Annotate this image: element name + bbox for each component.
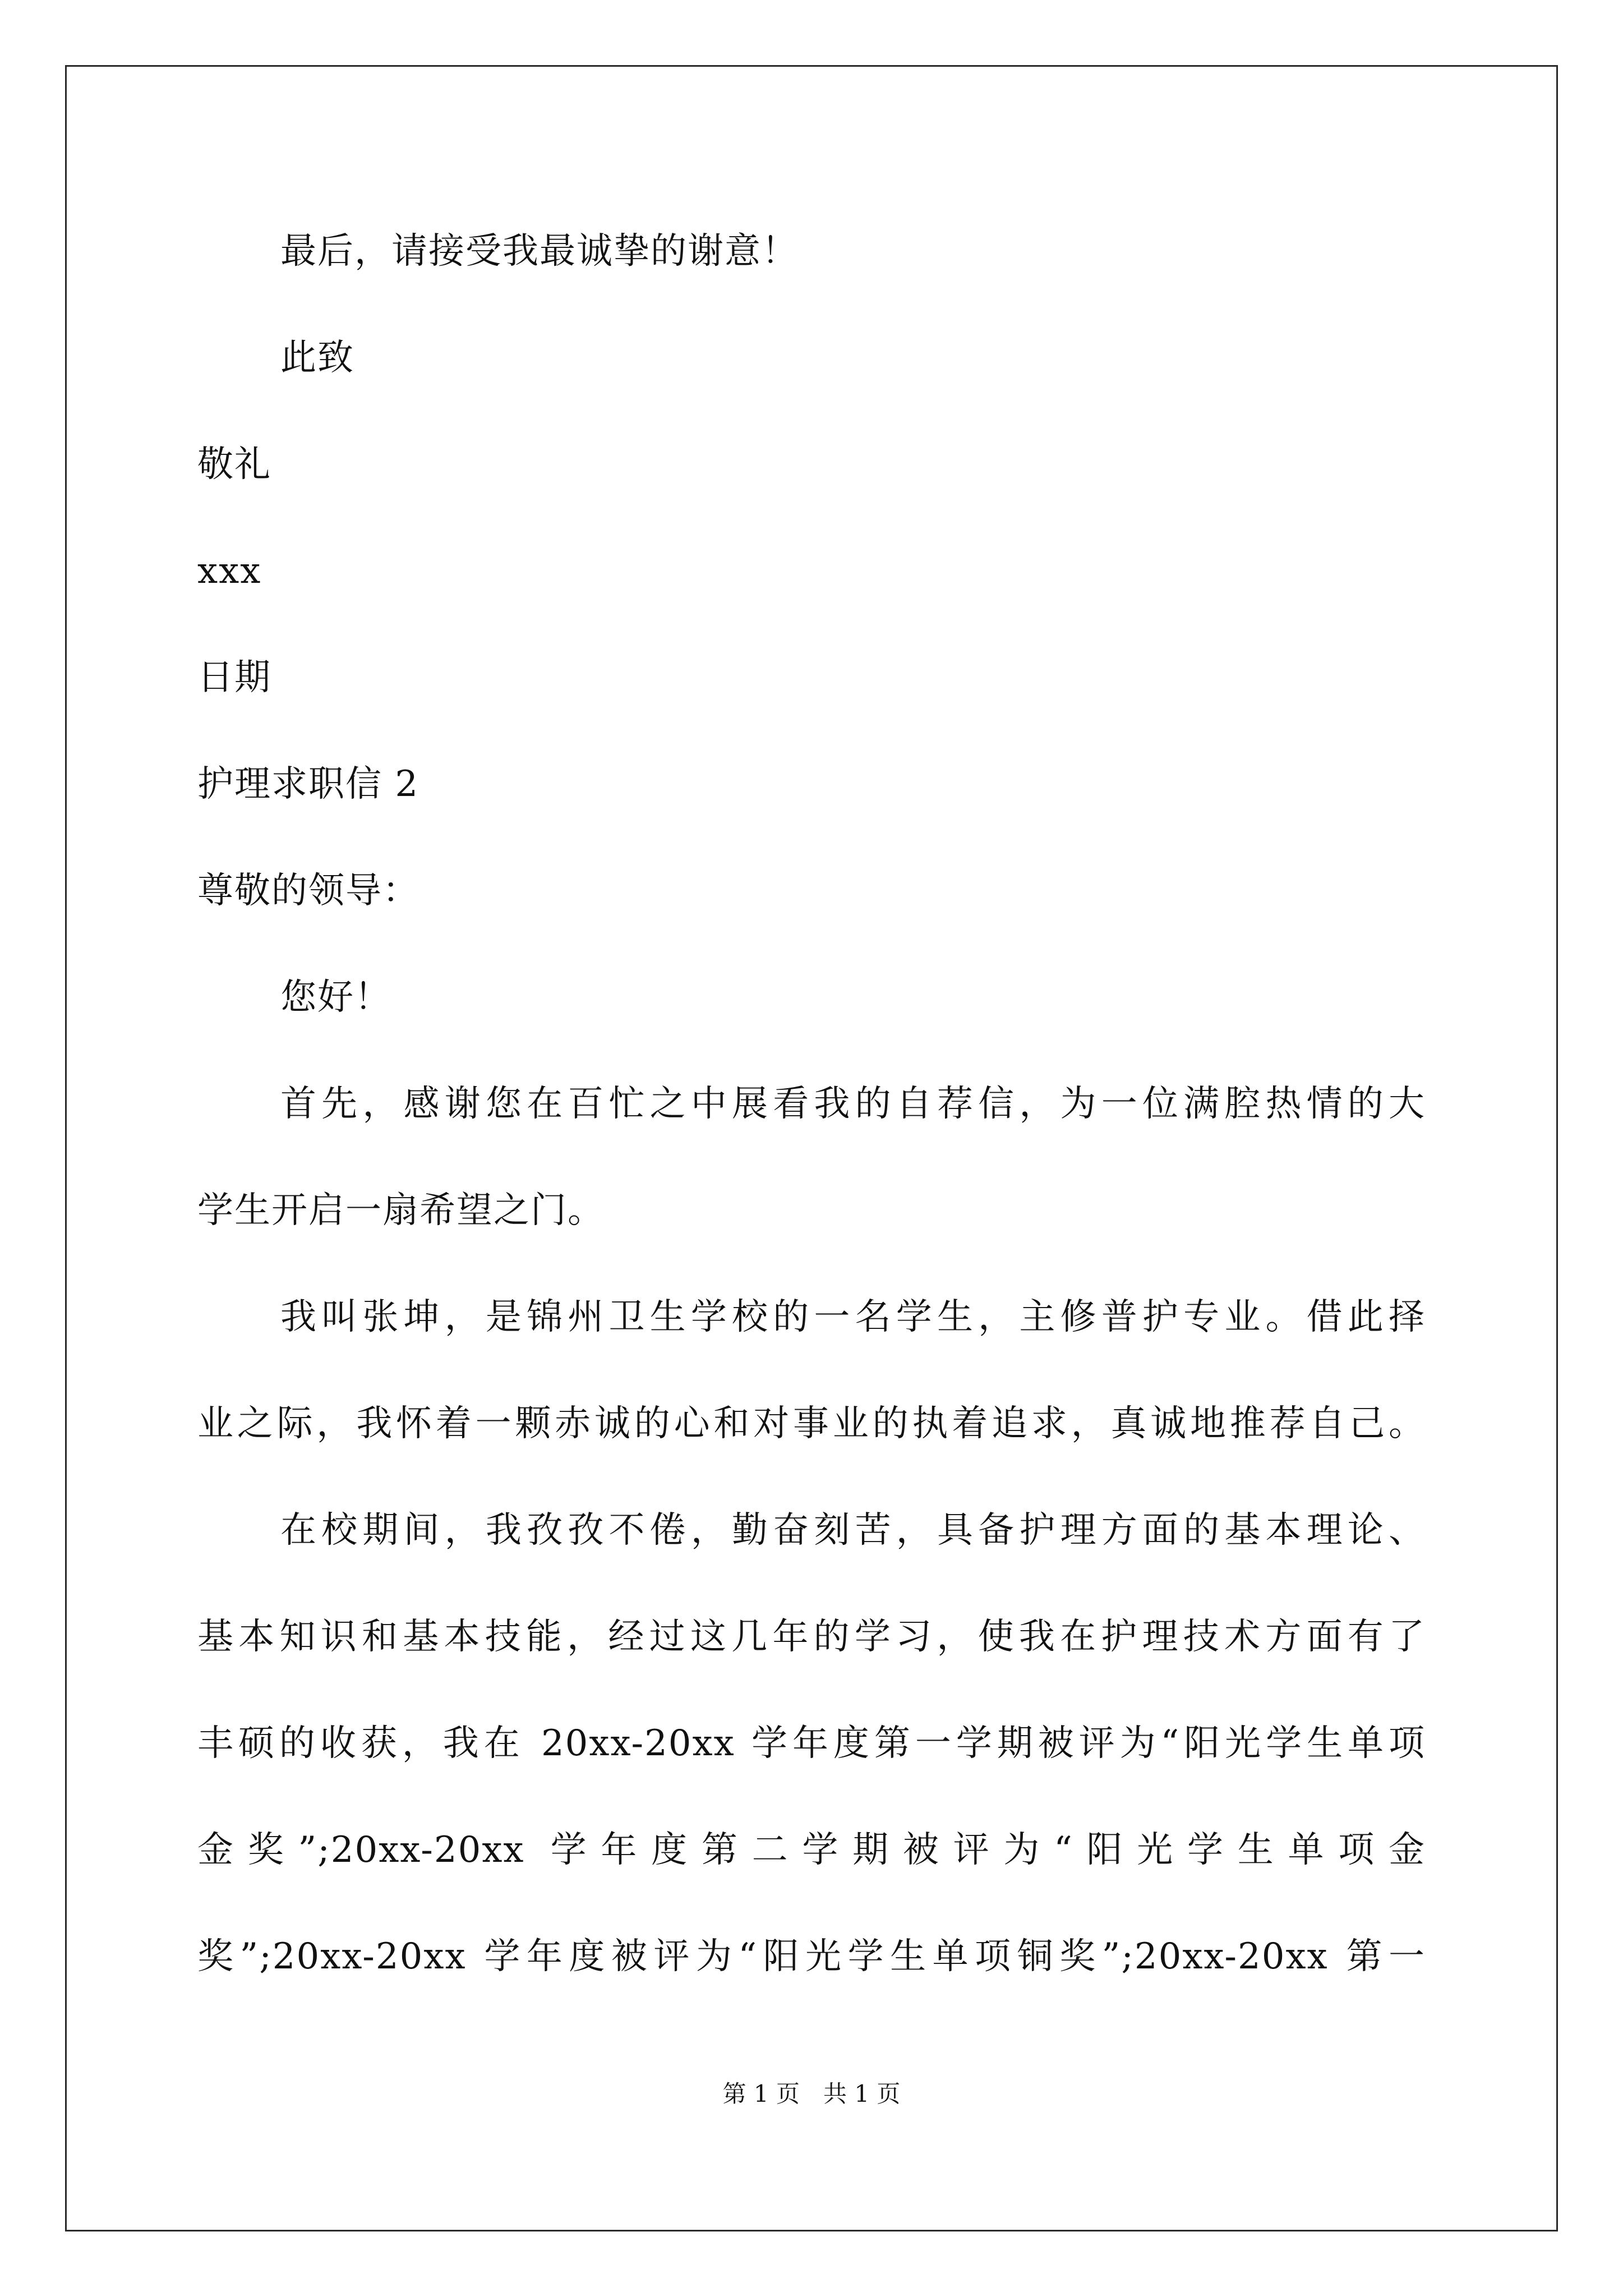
paragraph-line: 在校期间，我孜孜不倦，勤奋刻苦，具备护理方面的基本理论、 xyxy=(280,1510,1426,1551)
signature-date: 日期 xyxy=(197,657,271,698)
letter-title: 护理求职信 2 xyxy=(197,763,419,805)
paragraph-line: 奖”;20xx-20xx 学年度被评为“阳光学生单项铜奖”;20xx-20xx 第一 xyxy=(197,1936,1426,1977)
paragraph-line: 我叫张坤，是锦州卫生学校的一名学生，主修普护专业。借此择 xyxy=(280,1296,1426,1338)
paragraph-line: 基本知识和基本技能，经过这几年的学习，使我在护理技术方面有了 xyxy=(197,1616,1426,1658)
salutation-cizhi: 此致 xyxy=(280,337,354,379)
page-footer: 第 1 页 共 1 页 xyxy=(722,2080,901,2108)
paragraph-line: 学生开启一扇希望之门。 xyxy=(197,1190,605,1231)
paragraph-line: 金奖”;20xx-20xx 学年度第二学期被评为“阳光学生单项金 xyxy=(197,1829,1426,1871)
closing-thanks: 最后，请接受我最诚挚的谢意！ xyxy=(280,231,799,272)
paragraph-line: 丰硕的收获，我在 20xx-20xx 学年度第一学期被评为“阳光学生单项 xyxy=(197,1723,1426,1764)
paragraph-line: 业之际，我怀着一颗赤诚的心和对事业的执着追求，真诚地推荐自己。 xyxy=(197,1403,1426,1444)
signature-name: xxx xyxy=(197,550,262,592)
salutation-jingli: 敬礼 xyxy=(197,444,271,485)
greeting-hello: 您好！ xyxy=(280,977,391,1018)
paragraph-line: 首先，感谢您在百忙之中展看我的自荐信，为一位满腔热情的大 xyxy=(280,1083,1426,1125)
page-border xyxy=(65,65,1558,2231)
letter-greeting: 尊敬的领导： xyxy=(197,870,419,912)
